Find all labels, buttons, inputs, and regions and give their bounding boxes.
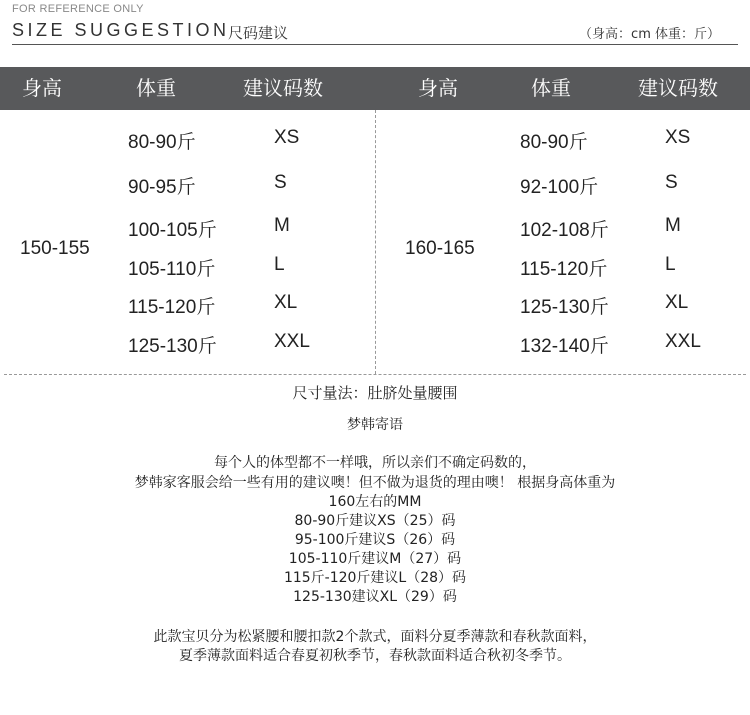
note-line: 160左右的MM (328, 494, 422, 510)
weight-cell: 125-130斤 (520, 297, 609, 318)
note-line: 95-100斤建议S（26）码 (294, 532, 456, 548)
size-cell: L (274, 254, 285, 275)
title-underline (12, 44, 738, 45)
footer-line: 夏季薄款面料适合春夏初秋季节，春秋款面料适合秋初冬季节。 (179, 648, 571, 664)
weight-cell: 132-140斤 (520, 336, 609, 357)
size-cell: XXL (665, 331, 701, 352)
column-header-height-2: 身高 (418, 76, 458, 100)
reference-only-label: FOR REFERENCE ONLY (12, 3, 144, 15)
size-cell: L (665, 254, 676, 275)
note-line: 梦韩家客服会给一些有用的建议噢！但不做为退货的理由噢！ 根据身高体重为 (134, 475, 616, 491)
weight-cell: 115-120斤 (128, 297, 216, 318)
size-cell: S (665, 172, 678, 193)
title-english: SIZE SUGGESTION (12, 20, 230, 40)
weight-cell: 102-108斤 (520, 220, 609, 241)
height-range-right: 160-165 (405, 238, 475, 259)
weight-cell: 80-90斤 (128, 132, 196, 153)
weight-cell: 115-120斤 (520, 259, 608, 280)
note-line: 115斤-120斤建议L（28）码 (283, 570, 467, 586)
column-header-size-2: 建议码数 (638, 76, 718, 100)
weight-cell: 92-100斤 (520, 177, 599, 198)
brand-note-title: 梦韩寄语 (347, 417, 403, 433)
note-line: 125-130建议XL（29）码 (293, 589, 457, 605)
weight-cell: 90-95斤 (128, 177, 196, 198)
size-cell: XS (665, 127, 691, 148)
size-cell: XS (274, 127, 300, 148)
height-range-left: 150-155 (20, 238, 90, 259)
note-line: 每个人的体型都不一样哦，所以亲们不确定码数的， (214, 455, 536, 471)
note-line: 105-110斤建议M（27）码 (288, 551, 462, 567)
section-divider (4, 374, 746, 375)
size-cell: M (665, 215, 681, 236)
title-row (12, 18, 738, 44)
size-cell: S (274, 172, 287, 193)
column-header-weight-2: 体重 (531, 76, 571, 100)
weight-cell: 105-110斤 (128, 259, 216, 280)
size-cell: XL (274, 292, 298, 313)
measure-method: 尺寸量法：肚脐处量腰围 (292, 384, 458, 402)
column-header-weight-1: 体重 (136, 76, 176, 100)
note-line: 80-90斤建议XS（25）码 (294, 513, 456, 529)
table-header (0, 67, 750, 110)
size-cell: XXL (274, 331, 310, 352)
weight-cell: 125-130斤 (128, 336, 217, 357)
column-header-height-1: 身高 (22, 76, 62, 100)
column-divider (375, 110, 376, 374)
title-chinese: 尺码建议 (228, 24, 289, 42)
weight-cell: 100-105斤 (128, 220, 217, 241)
size-cell: M (274, 215, 290, 236)
footer-line: 此款宝贝分为松紧腰和腰扣款2个款式，面料分夏季薄款和春秋款面料， (153, 629, 597, 645)
weight-cell: 80-90斤 (520, 132, 588, 153)
column-header-size-1: 建议码数 (243, 76, 323, 100)
unit-note: （身高：cm 体重：斤） (579, 27, 720, 42)
size-cell: XL (665, 292, 689, 313)
